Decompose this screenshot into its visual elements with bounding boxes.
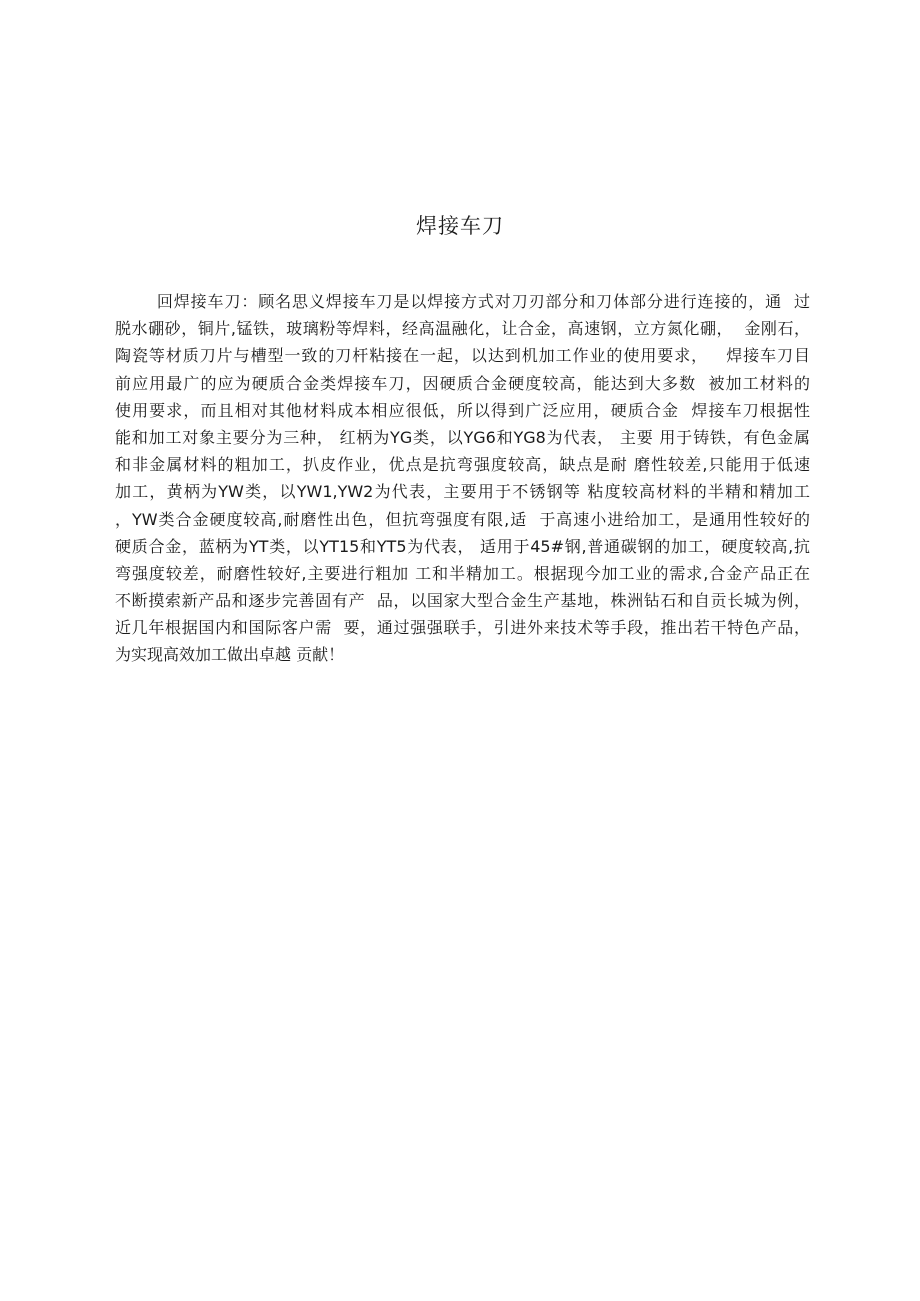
body-line: 和非金属材料的粗加工，扒皮作业，优点是抗弯强度较高，缺点是耐 磨性较差,只能用于低速 [115, 455, 810, 475]
body-line: 能和加工对象主要分为三种， 红柄为YG类，以YG6和YG8为代表， 主要 用于铸铁，有色金属 [115, 427, 810, 447]
body-line: 回焊接车刀：顾名思义焊接车刀是以焊接方式对刀刃部分和刀体部分进行连接的，通 过 [115, 292, 810, 311]
body-line: ，YW类合金硬度较高,耐磨性出色，但抗弯强度有限,适 于高速小进给加工，是通用性较好的 [115, 509, 810, 529]
body-line: 前应用最广的应为硬质合金类焊接车刀，因硬质合金硬度较高，能达到大多数 被加工材料的 [115, 373, 810, 393]
body-line: 脱水硼砂，铜片,锰铁，玻璃粉等焊料，经高温融化，让合金，高速钢，立方氮化硼， 金刚石， [115, 319, 810, 339]
body-line: 使用要求，而且相对其他材料成本相应很低，所以得到广泛应用，硬质合金 焊接车刀根据性 [115, 400, 810, 420]
body-line: 为实现高效加工做出卓越 贡献！ [115, 645, 345, 665]
document-body [115, 288, 810, 669]
body-line: 近几年根据国内和国际客户需 要，通过强强联手，引进外来技术等手段，推出若干特色产品， [115, 618, 810, 638]
body-line: 硬质合金，蓝柄为YT类，以YT15和YT5为代表， 适用于45#钢,普通碳钢的加工，硬度较高,抗 [115, 536, 810, 556]
body-line: 陶瓷等材质刀片与槽型一致的刀杆粘接在一起，以达到机加工作业的使用要求， 焊接车刀目 [115, 346, 810, 366]
document-title: 焊接车刀 [416, 214, 504, 238]
body-line: 不断摸索新产品和逐步完善固有产 品，以国家大型合金生产基地，株洲钻石和自贡长城为例， [115, 591, 810, 611]
body-line: 加工，黄柄为YW类，以YW1,YW2为代表，主要用于不锈钢等 粘度较高材料的半精和精加工 [115, 482, 810, 502]
body-line: 弯强度较差，耐磨性较好,主要进行粗加 工和半精加工。根据现今加工业的需求,合金产品正在 [115, 563, 810, 583]
